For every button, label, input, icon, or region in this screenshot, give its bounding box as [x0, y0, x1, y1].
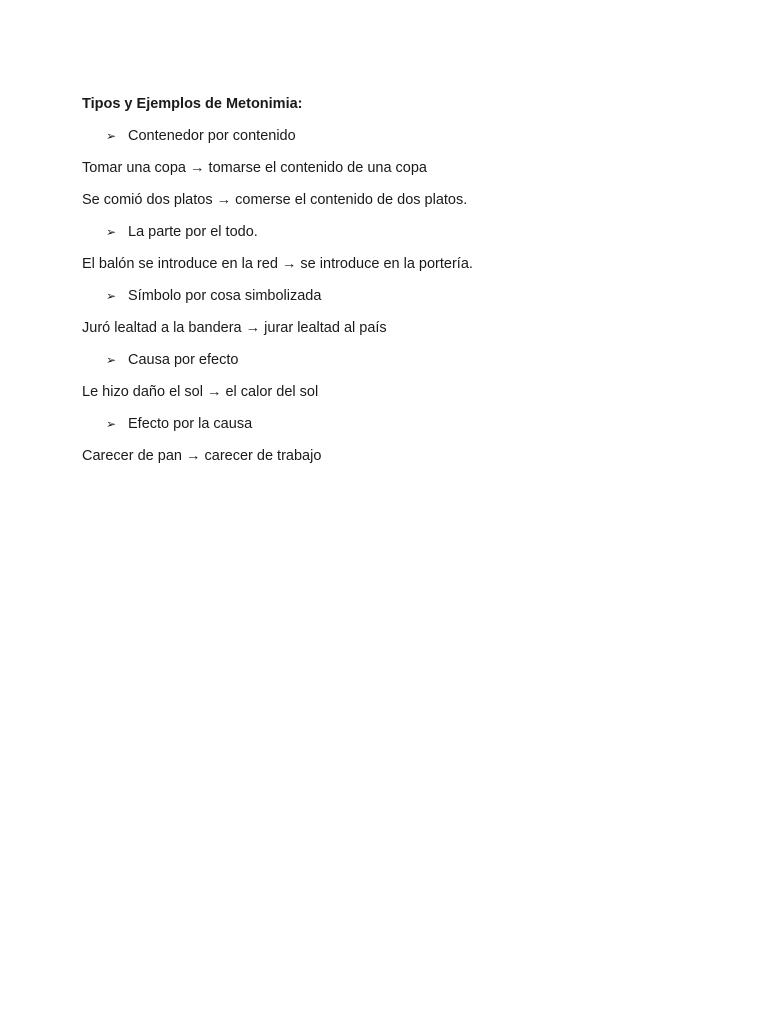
section-heading-container: [82, 126, 702, 146]
section-heading: Símbolo por cosa simbolizada: [128, 288, 322, 304]
section-heading-effect-cause: [82, 414, 702, 434]
section-heading-symbol: [82, 286, 702, 306]
document-title: Tipos y Ejemplos de Metonimia:: [82, 96, 303, 112]
section-heading-part-whole: [82, 222, 702, 242]
arrowhead-bullet-icon: ➢: [106, 353, 117, 367]
section-heading: Contenedor por contenido: [128, 128, 296, 144]
example-line: El balón se introduce en la red → se introduce en la portería.: [82, 256, 473, 272]
example-line: Juró lealtad a la bandera → jurar lealtad al país: [82, 320, 387, 336]
arrowhead-bullet-icon: ➢: [106, 289, 117, 303]
document-content: [82, 94, 702, 478]
arrowhead-bullet-icon: ➢: [106, 417, 117, 431]
arrowhead-bullet-icon: ➢: [106, 225, 117, 239]
section-heading: La parte por el todo.: [128, 224, 258, 240]
section-heading: Causa por efecto: [128, 352, 239, 368]
example-line: Le hizo daño el sol → el calor del sol: [82, 384, 319, 400]
example-line: Se comió dos platos → comerse el contenido de dos platos.: [82, 192, 468, 208]
example-line: Carecer de pan → carecer de trabajo: [82, 448, 322, 464]
arrowhead-bullet-icon: ➢: [106, 129, 117, 143]
section-heading: Efecto por la causa: [128, 416, 253, 432]
example-line: Tomar una copa → tomarse el contenido de una copa: [82, 160, 427, 176]
section-heading-cause-effect: [82, 350, 702, 370]
